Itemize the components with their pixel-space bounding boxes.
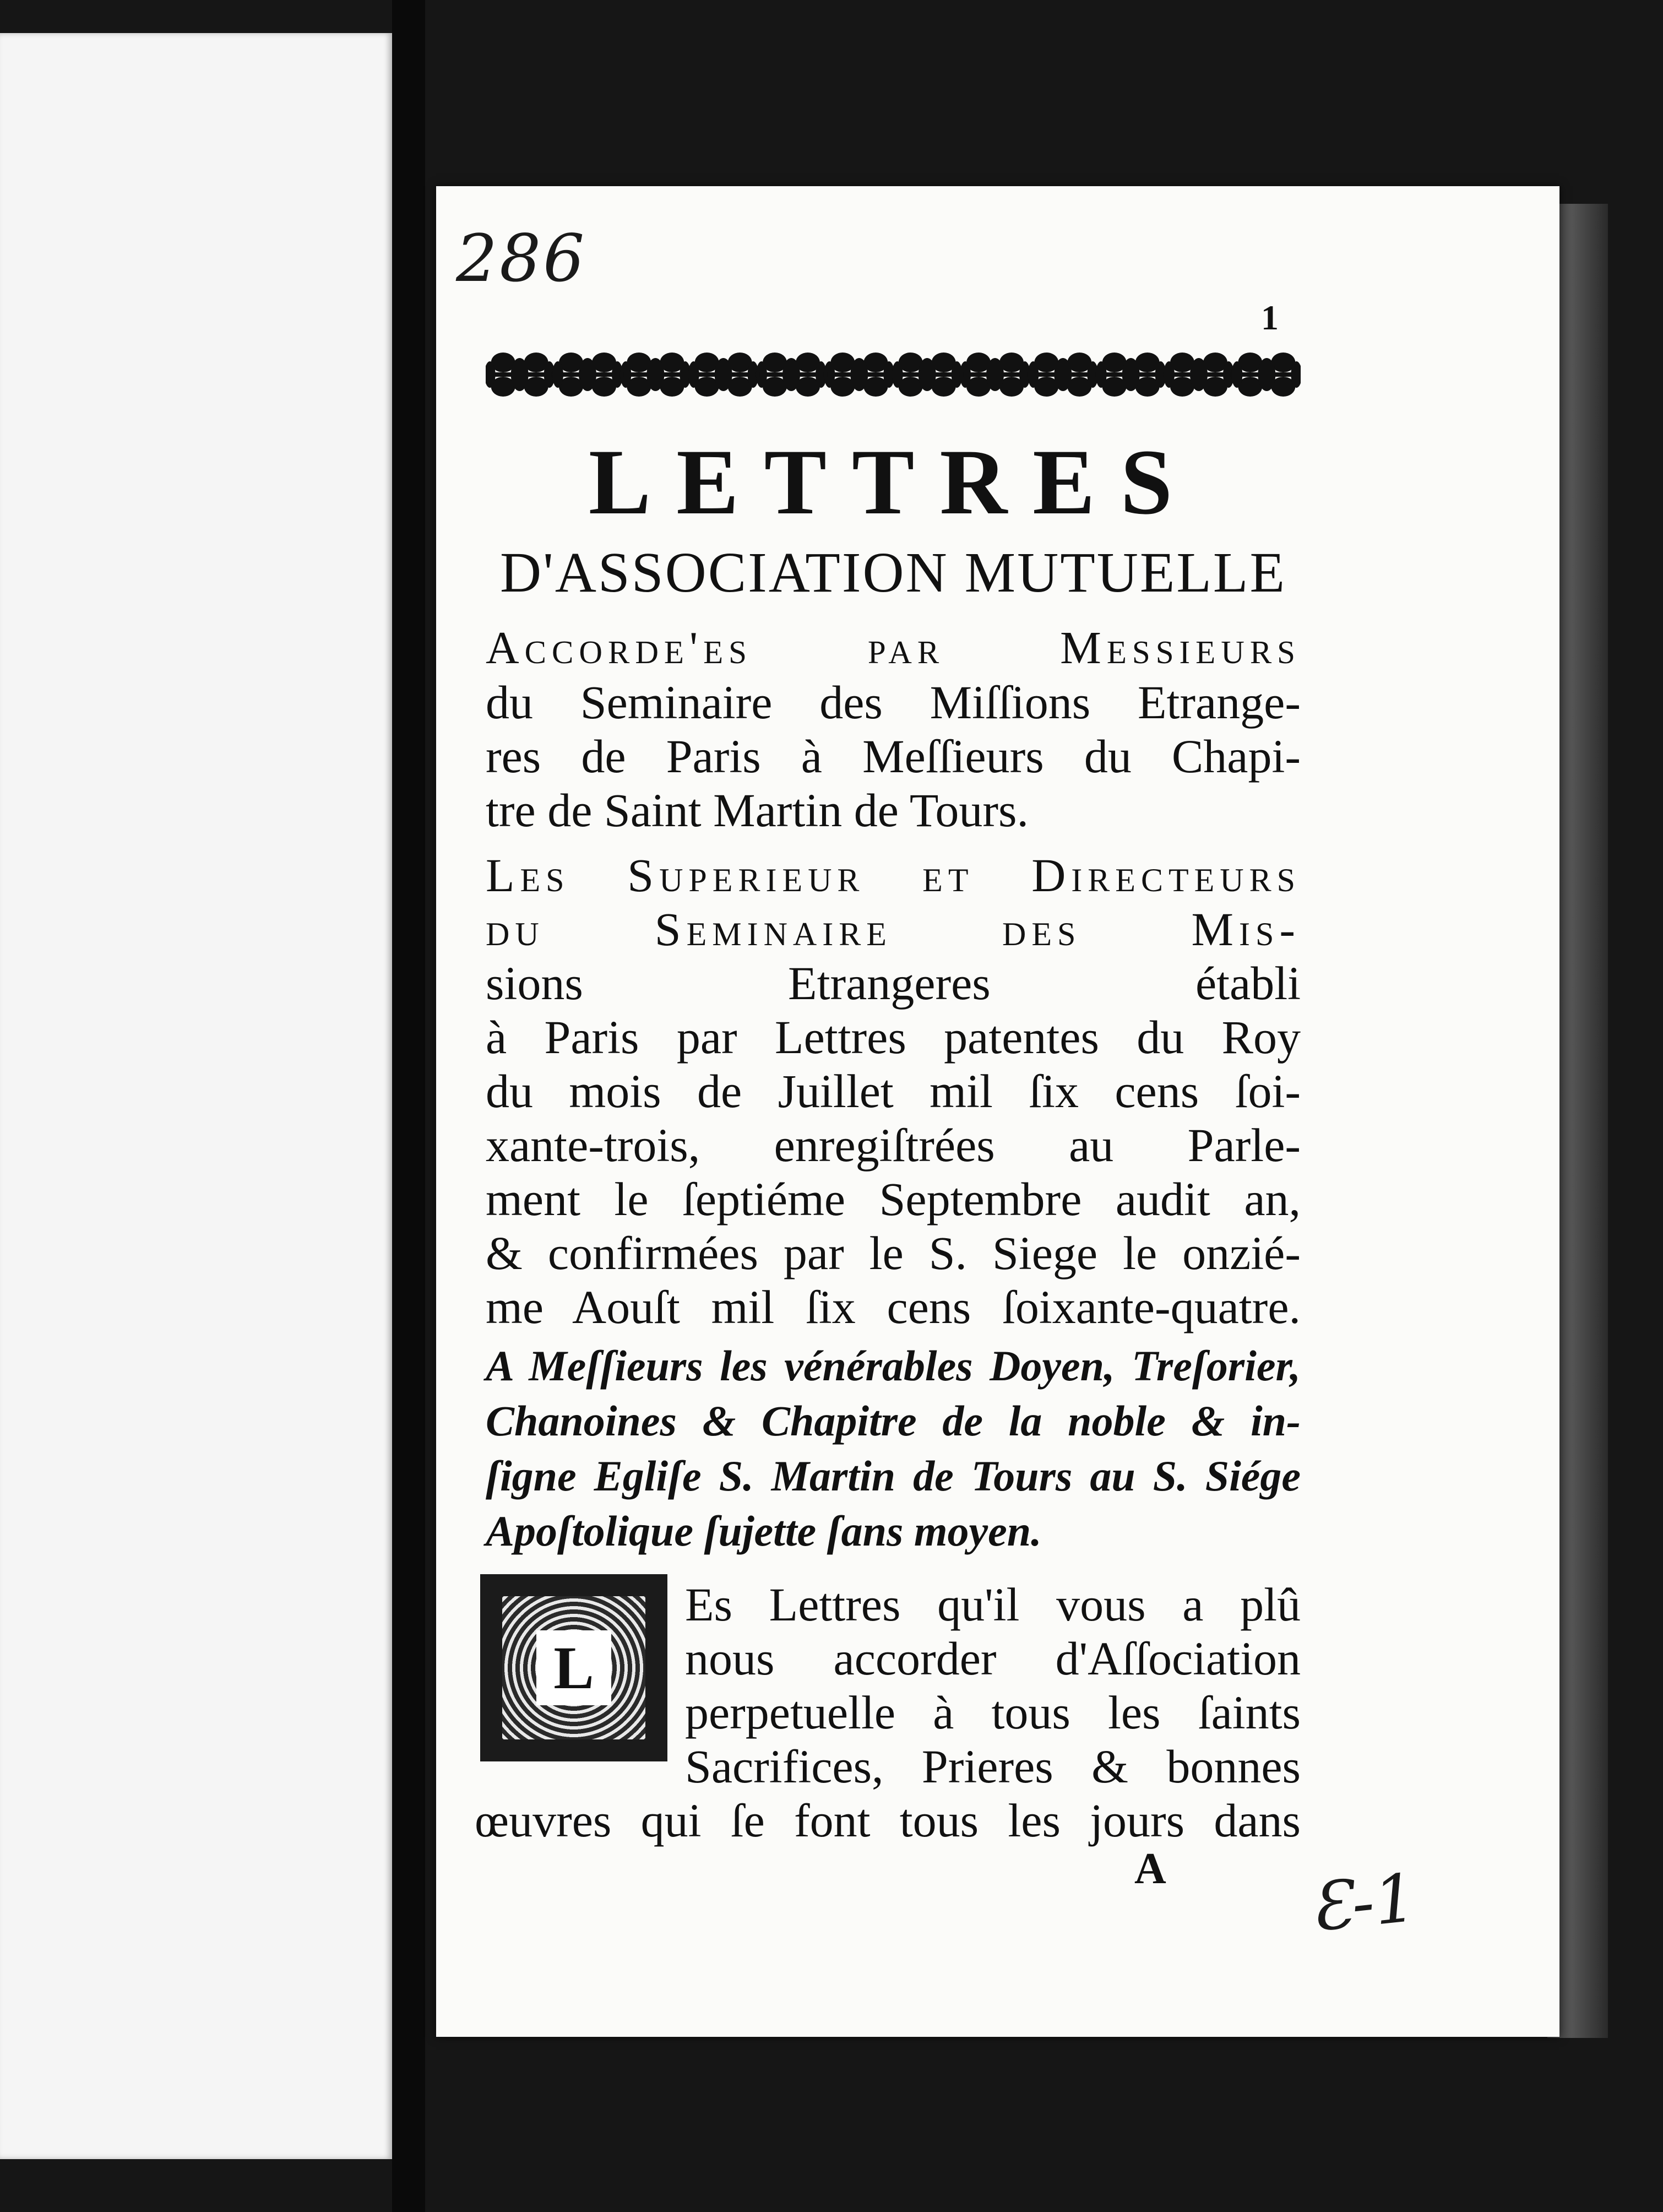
initial-letter: L: [536, 1630, 611, 1705]
grant-line: du Seminaire des Miſſions Etrange-: [486, 676, 1301, 729]
fleuron-ornament: [1164, 353, 1234, 397]
address-line: Apoſtolique ſujette ſans moyen.: [486, 1507, 1042, 1555]
gutter-shadow: [392, 0, 425, 2212]
grantor-line: & confirmées par le S. Siege le onzié-: [486, 1227, 1301, 1280]
fleuron-ornament: [824, 353, 894, 397]
fleuron-ornament: [620, 353, 691, 397]
address-line: A Meſſieurs les vénérables Doyen, Treſorier,: [486, 1342, 1301, 1390]
grantor-line: du Seminaire des Mis-: [486, 903, 1301, 956]
grantors-paragraph: [486, 848, 1301, 1334]
page-number: 1: [1261, 298, 1279, 337]
grantor-line: me Aouſt mil ſix cens ſoixante-quatre.: [486, 1281, 1301, 1333]
fleuron-ornament: [892, 353, 963, 397]
handwritten-note: Ɛ-1: [1307, 1859, 1420, 1947]
fleuron-ornament: [486, 353, 555, 397]
address-paragraph: [486, 1338, 1301, 1559]
address-line: ſigne Egliſe S. Martin de Tours au S. Siége: [486, 1452, 1301, 1500]
fleuron-ornament: [756, 353, 827, 397]
body-text-full: [475, 1793, 1301, 1847]
grant-line: Accorde'es par Messieurs: [486, 622, 1301, 674]
fleuron-ornament: [1096, 353, 1166, 397]
fleuron-ornament: [688, 353, 759, 397]
body-line: Sacrifices, Prieres & bonnes: [685, 1740, 1301, 1793]
page-title: LETTRES: [588, 430, 1198, 534]
grant-paragraph: [486, 621, 1301, 837]
grant-line: tre de Saint Martin de Tours.: [486, 784, 1029, 837]
grantor-line: Les Superieur et Directeurs: [486, 849, 1301, 902]
body-line: perpetuelle à tous les ſaints: [685, 1686, 1301, 1739]
fleuron-ornament: [1231, 353, 1301, 397]
grant-line: res de Paris à Meſſieurs du Chapi-: [486, 730, 1301, 783]
decorated-initial: [480, 1574, 667, 1761]
fleuron-ornament: [1028, 353, 1098, 397]
signature-mark: A: [1134, 1845, 1166, 1893]
grantor-line: sions Etrangeres établi: [486, 957, 1301, 1010]
body-line: nous accorder d'Aſſociation: [685, 1632, 1301, 1685]
ornamental-headpiece: [486, 341, 1301, 408]
body-text-indented: [685, 1577, 1301, 1793]
fleuron-ornament: [960, 353, 1030, 397]
grantor-line: à Paris par Lettres patentes du Roy: [486, 1011, 1301, 1064]
grantor-line: ment le ſeptiéme Septembre audit an,: [486, 1173, 1301, 1226]
fleuron-ornament: [552, 353, 623, 397]
handwritten-shelfmark: 286: [456, 220, 587, 296]
page-subtitle: D'ASSOCIATION MUTUELLE: [499, 541, 1286, 604]
blank-flyleaf: [0, 33, 392, 2159]
body-line: œuvres qui ſe font tous les jours dans: [475, 1794, 1301, 1847]
grantor-line: xante-trois, enregiſtrées au Parle-: [486, 1119, 1301, 1172]
address-line: Chanoines & Chapitre de la noble & in-: [486, 1397, 1301, 1445]
body-line: Es Lettres qu'il vous a plû: [685, 1578, 1301, 1631]
grantor-line: du mois de Juillet mil ſix cens ſoi-: [486, 1065, 1301, 1118]
